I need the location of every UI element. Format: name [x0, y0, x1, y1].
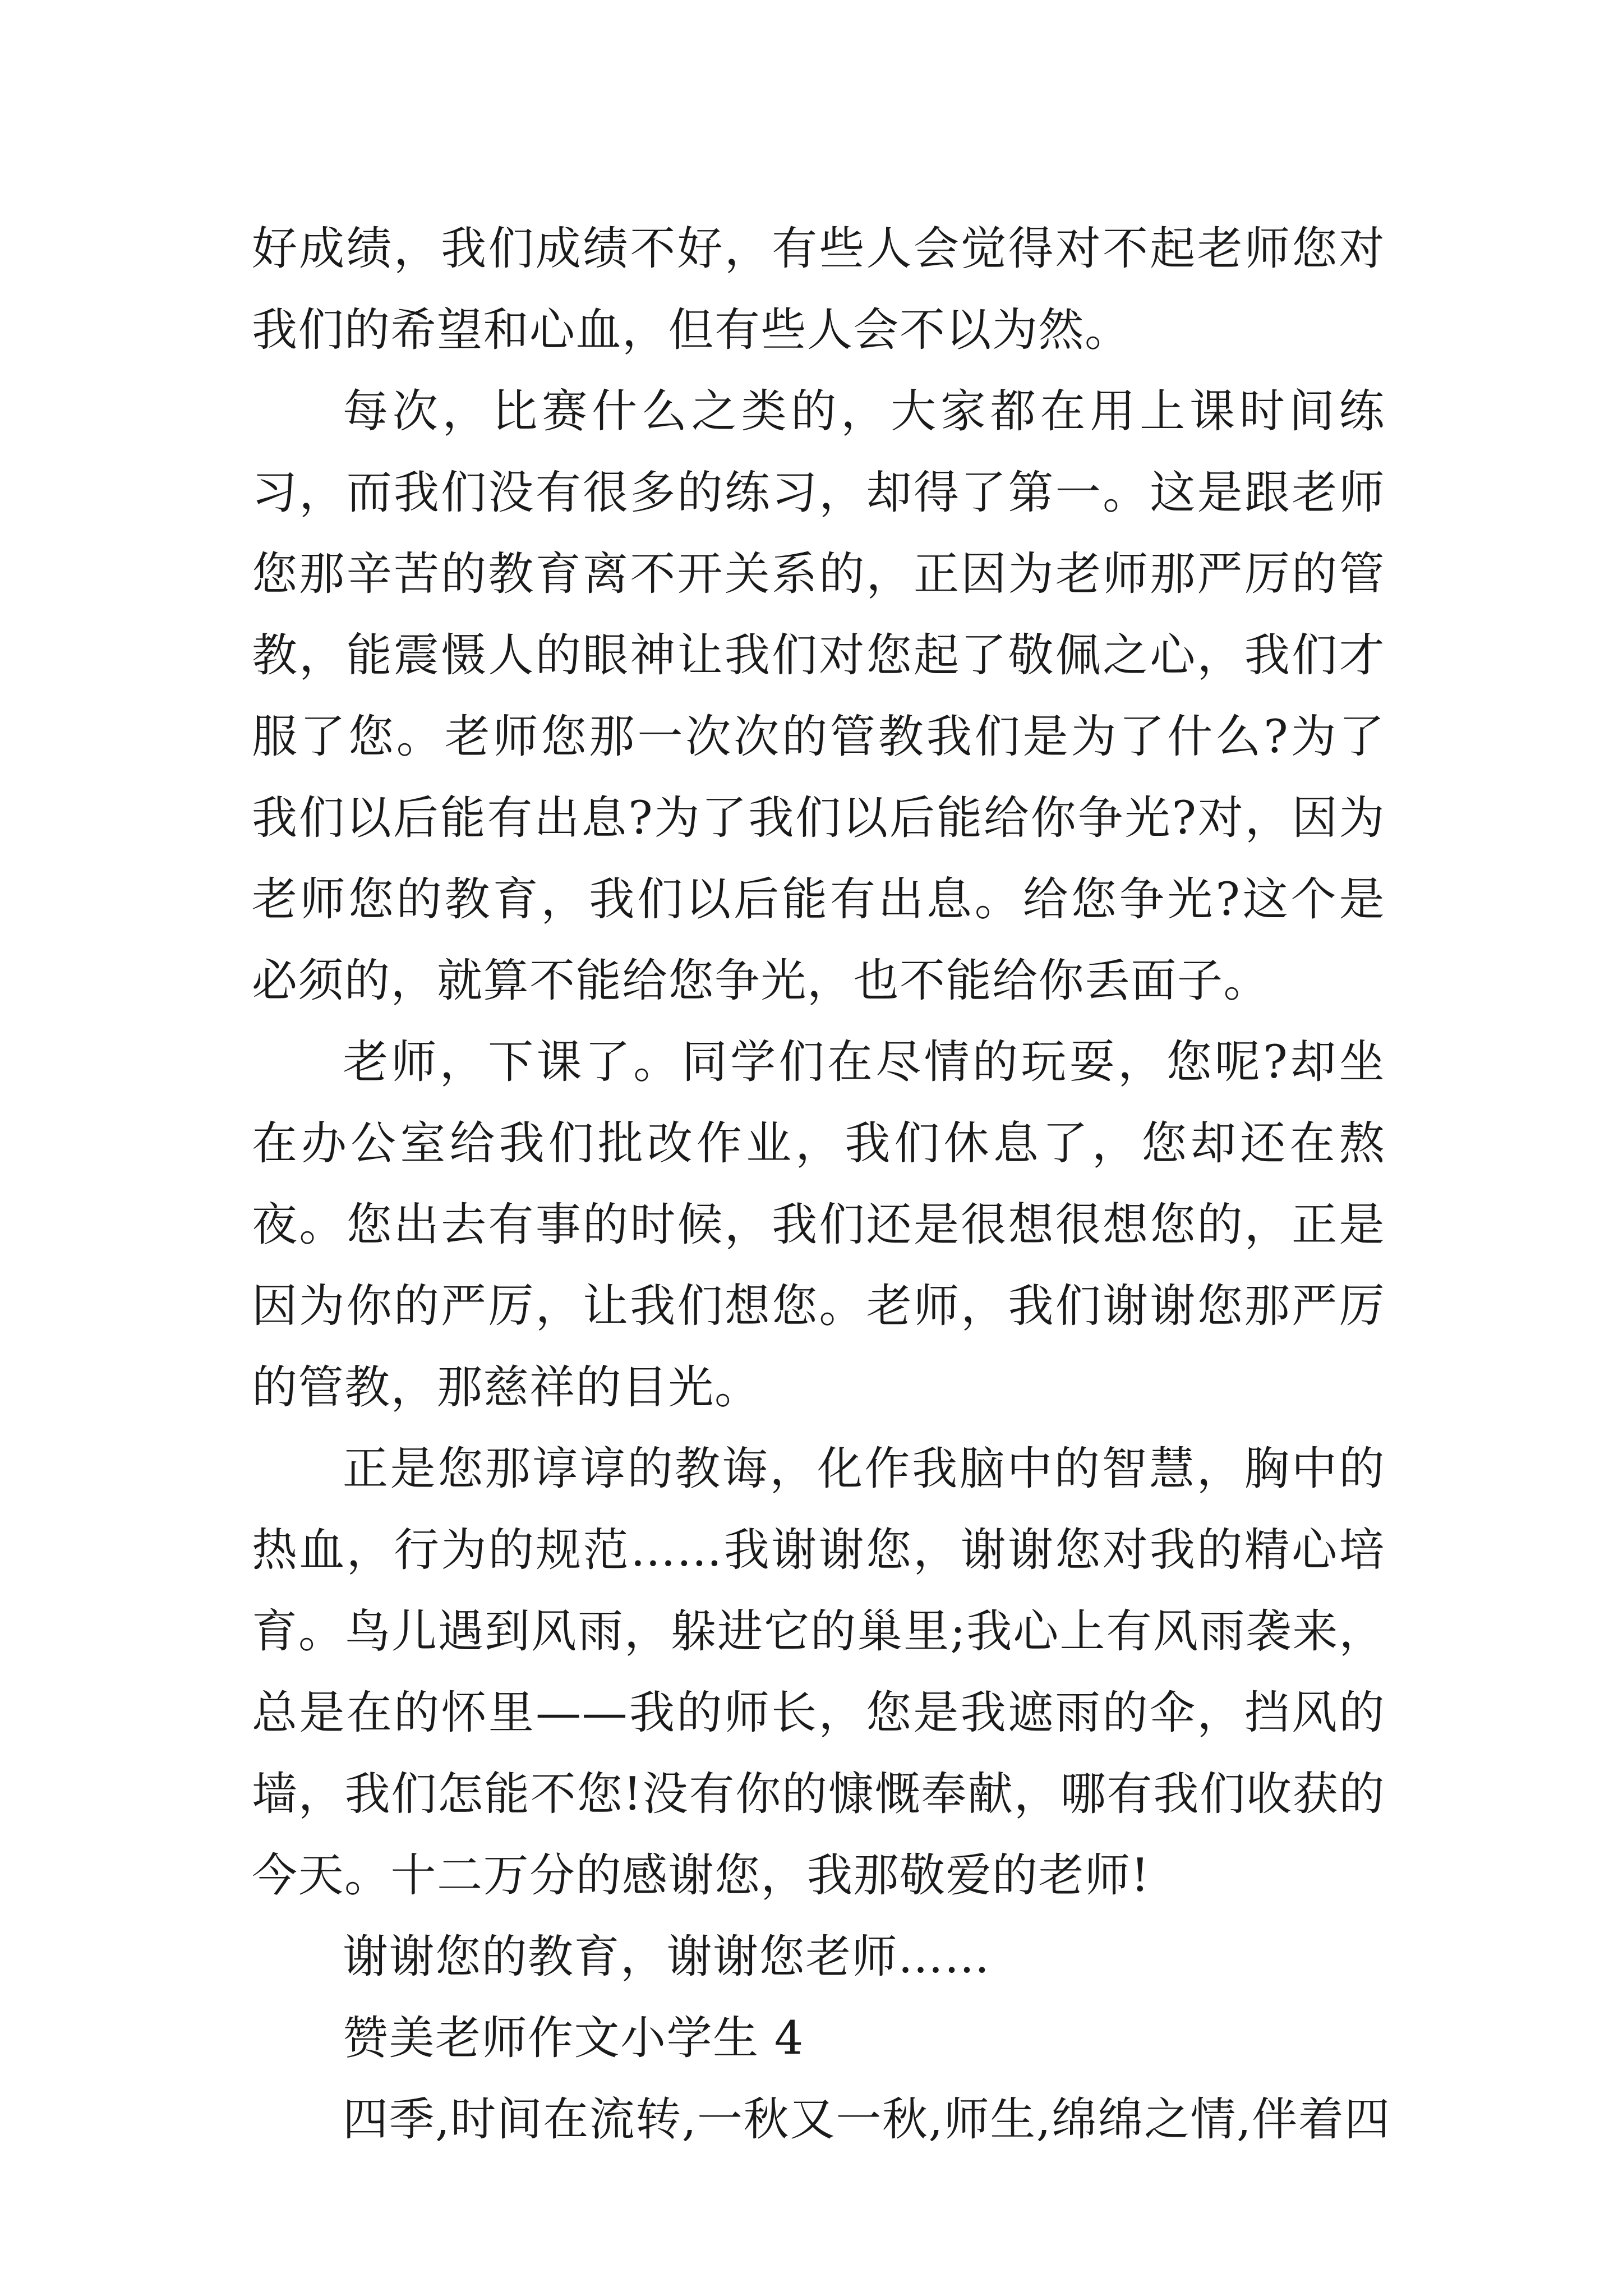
paragraph-2: 每次，比赛什么之类的，大家都在用上课时间练习，而我们没有很多的练习，却得了第一。这是跟老师您那辛苦的教育离不开关系的，正因为老师那严厉的管教，能震慑人的眼神让我们对您起了敬佩之心，我们才服了您。老师您那一次次的管教我们是为了什么?为了我们以后能有出息?为了我们以后能给你争光?对，因为老师您的教育，我们以后能有出息。给您争光?这个是必须的，就算不能给您争光，也不能给你丢面子。 — [252, 385, 1385, 1007]
section-heading: 赞美老师作文小学生 4 — [343, 2012, 804, 2065]
paragraph-4: 正是您那谆谆的教诲，化作我脑中的智慧，胸中的热血，行为的规范……我谢谢您，谢谢您对我的精心培育。鸟儿遇到风雨，躲进它的巢里;我心上有风雨袭来，总是在的怀里——我的师长，您是我遮雨的伞，挡风的墙，我们怎能不您!没有你的慷慨奉献，哪有我们收获的今天。十二万分的感谢您，我那敬爱的老师! — [252, 1443, 1385, 1902]
paragraph-5: 谢谢您的教育，谢谢您老师…… — [343, 1931, 991, 1984]
document-body — [252, 209, 1391, 2161]
paragraph-3: 老师，下课了。同学们在尽情的玩耍，您呢?却坐在办公室给我们批改作业，我们休息了，您却还在熬夜。您出去有事的时候，我们还是很想很想您的，正是因为你的严厉，让我们想您。老师，我们谢谢您那严厉的管教，那慈祥的目光。 — [252, 1036, 1385, 1414]
paragraph-1: 好成绩，我们成绩不好，有些人会觉得对不起老师您对我们的希望和心血，但有些人会不以为然。 — [252, 223, 1385, 357]
paragraph-7: 四季,时间在流转,一秋又一秋,师生,绵绵之情,伴着四 — [343, 2093, 1391, 2146]
